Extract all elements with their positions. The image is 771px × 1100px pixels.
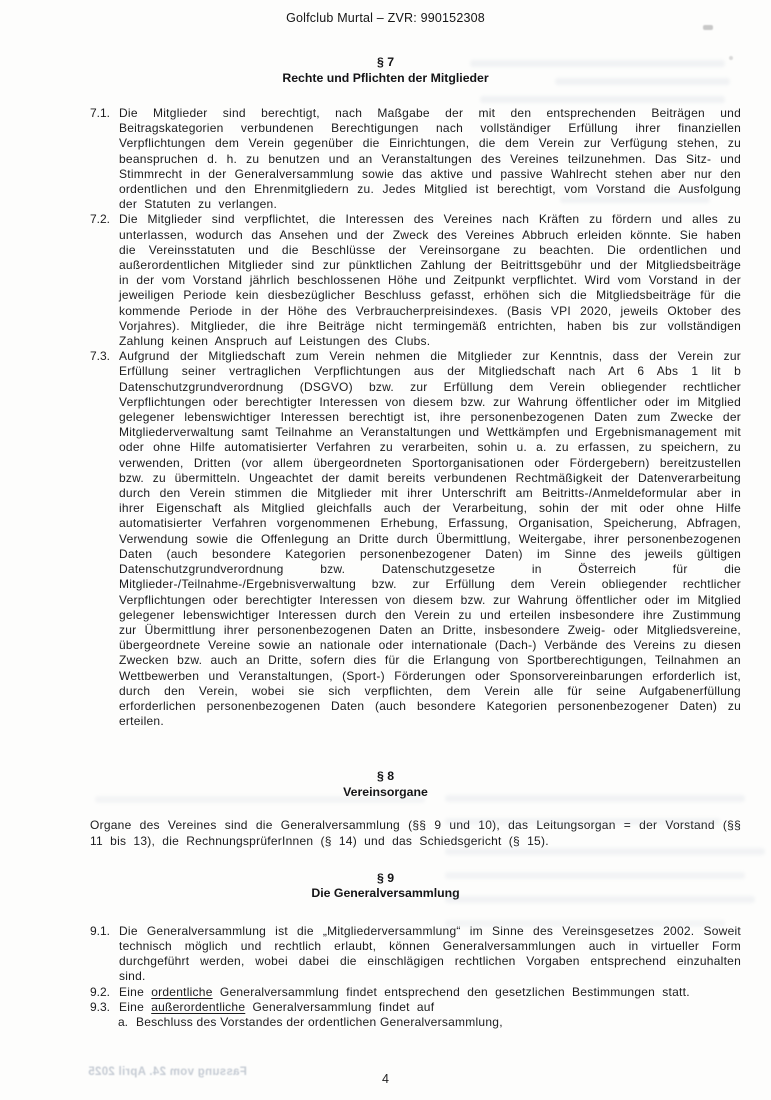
clause-9-3 (90, 1000, 741, 1015)
clause-text: Aufgrund der Mitgliedschaft zum Verein nehmen die Mitglieder zur Kenntnis, dass der Verein zur Erfüllung seiner vertraglichen Verpflichtungen aus der Mitgliedschaft nach Art 6 Abs 1 lit b Datenschutzgrundverordnung (DSGVO) bzw. zur Erfüllung dem Verein obliegender rechtlicher Verpflichtungen oder berechtigter Interessen von diesem bzw. zur Wahrung öffentlicher oder im Mitglied gelegener lebenswichtiger Interessen berechtigt ist, ihre personenbezogenen Daten zum Zwecke der Mitgliederverwaltung samt Teilnahme an Veranstaltungen und Wettkämpfen und Ergebnismanagement mit oder ohne Hilfe automatisierter Verfahren zu verarbeiten, sohin u. a. zu erfassen, zu speichern, zu verwenden, Dritten (vor allem übergeordneten Sportorganisationen oder Fördergebern) bereitzustellen bzw. zu übermitteln. Ungeachtet der damit bereits verbundenen Rechtmäßigkeit der Datenverarbeitung durch den Verein stimmen die Mitglieder mit ihrer Unterschrift am Beitritts-/Anmeldeformular aber in ihrer Eigenschaft als Mitglied gleichfalls auch der Verarbeitung, sohin der mit oder ohne Hilfe automatisierter Verfahren vorgenommenen Erhebung, Erfassung, Organisation, Speicherung, Abfragen, Verwendung sowie die Offenlegung an Dritte durch Übermittlung, Weitergabe, ihrer personenbezogenen Daten (auch besondere Kategorien personenbezogener Daten) im Sinne des jeweils gültigen Datenschutzgrundverordnung bzw. Datenschutzgesetze in Österreich für die Mitglieder-/Teilnahme-/Ergebnisverwaltung bzw. zur Erfüllung dem Verein obliegender rechtlicher Verpflichtungen oder berechtigter Interessen von diesem bzw. zur Wahrung öffentlicher oder im Mitglied gelegener lebenswichtiger Interessen durch den Verein zu und erteilen insbesondere ihre Zustimmung zur Übermittlung ihrer personenbezogenen Daten an Dritte, insbesondere Zweig- oder Mitgliedsvereine, übergeordnete Vereine sowie an nationale oder internationale (Dach-) Verbände des Vereins zu diesen Zwecken bzw. auch an Dritte, sofern dies für die Erlangung von Sportberechtigungen, Teilnahmen an Wettbewerben und Veranstaltungen, (Sport-) Förderungen oder Sponsorvereinbarungen erforderlich ist, durch den Verein, wobei sie sich verpflichten, dem Verein alle für seine Aufgabenerfüllung erforderlichen personenbezogenen Daten (auch besondere Kategorien personenbezogener Daten) zu erteilen. (119, 349, 741, 729)
clause-9-2 (90, 985, 741, 1000)
bleedthrough-artifact (480, 96, 725, 103)
organs-paragraph: Organe des Vereines sind die Generalversammlung (§§ 9 und 10), das Leitungsorgan = der Vorstand (§§ 11 bis 13), die RechnungsprüferInnen (§ 14) und das Schiedsgericht (§ 15). (90, 818, 741, 848)
bleedthrough-artifact (445, 848, 765, 855)
section-7-clauses (0, 106, 771, 729)
clause-number: 9.1. (90, 923, 111, 938)
section-7-heading (0, 55, 771, 86)
clause-number: 7.3. (90, 349, 111, 364)
underlined-term: ordentliche (151, 984, 213, 999)
clause-7-3 (90, 349, 741, 729)
clause-text: Die Mitglieder sind verpflichtet, die Interessen des Vereines nach Kräften zu fördern und alles zu unterlassen, wodurch das Ansehen und der Zweck des Vereines Abbruch erleiden könnte. Sie haben die Vereinsstatuten und die Beschlüsse der Vereinsorgane zu beachten. Die ordentlichen und außerordentlichen Mitglieder sind zur pünktlichen Zahlung der Beitrittsgebühr und der Mitgliedsbeiträge in der vom Vorstand jährlich beschlossenen Höhe und Zeitpunkt verpflichtet. Wird vom Vorstand in der jeweiligen Periode kein diesbezüglicher Beschluss gefasst, erhöhen sich die Mitgliedsbeiträge für die kommende Periode in der Höhe des Verbraucherpreisindexes. (Basis VPI 2020, jeweils Oktober des Vorjahres). Mitglieder, die ihre Beiträge nicht termingemäß entrichten, haben bis zur vollständigen Zahlung keinen Anspruch auf Leistungen des Clubs. (119, 212, 741, 349)
underlined-term: außerordentliche (151, 999, 246, 1014)
clause-7-1 (90, 106, 741, 212)
clause-text: Die Generalversammlung ist die „Mitgliederversammlung“ im Sinne des Vereinsgesetzes 2002. Soweit technisch möglich und rechtlich erlaubt, können Generalversammlungen auch in virtueller Form durchgeführt werden, wobei dabei die einschlägigen rechtlichen Vorgaben entsprechend einzuhalten sind. (119, 923, 741, 984)
document-header: Golfclub Murtal – ZVR: 990152308 (286, 11, 485, 25)
section-9-clauses (0, 924, 771, 1030)
section-9-heading (0, 871, 771, 902)
scan-speck (729, 56, 733, 60)
scan-speck (703, 25, 713, 30)
clause-number: 7.1. (90, 106, 111, 120)
section-7-title: Rechte und Pflichten der Mitglieder (282, 70, 489, 85)
clause-7-2 (90, 212, 741, 349)
sub-clause-9-3-a (90, 1015, 741, 1030)
clause-text-suffix: Generalversammlung findet entsprechend den gesetzlichen Bestimmungen statt. (212, 984, 690, 999)
sub-clause-letter: a. (118, 1014, 129, 1029)
section-7-number: § 7 (376, 55, 395, 69)
section-9-title: Die Generalversammlung (311, 886, 460, 901)
clause-number: 9.3. (90, 999, 111, 1014)
clause-number: 7.2. (90, 212, 111, 227)
clause-9-1 (90, 924, 741, 985)
clause-number: 9.2. (90, 984, 111, 999)
section-8-heading (0, 769, 771, 800)
page-number: 4 (382, 1072, 389, 1086)
clause-text-prefix: Eine (119, 984, 152, 999)
clause-text (119, 985, 741, 1000)
bleedthrough-footer: Fassung vom 24. April 2025 (88, 1066, 247, 1078)
clause-text: Die Mitglieder sind berechtigt, nach Maßgabe der mit den entsprechenden Beiträgen und Beitragskategorien verbundenen Berechtigungen nach vollständiger Erfüllung ihrer finanziellen Verpflichtungen dem Verein gegenüber die Einrichtungen, die dem Verein zur Verfügung stehen, zu beanspruchen d. h. zu benutzen und an Veranstaltungen des Vereines teilzunehmen. Das Sitz- und Stimmrecht in der Generalversammlung sowie das aktive und passive Wahlrecht stehen aber nur den ordentlichen und den Ehrenmitgliedern zu. Jedes Mitglied ist berechtigt, vom Vorstand die Ausfolgung der Statuten zu verlangen. (119, 106, 741, 212)
clause-text-suffix: Generalversammlung findet auf (245, 999, 435, 1014)
section-9-number: § 9 (376, 870, 395, 885)
section-8-number: § 8 (376, 769, 395, 784)
clause-text (119, 1000, 741, 1015)
section-8-title: Vereinsorgane (343, 784, 428, 799)
sub-clause-text: Beschluss des Vorstandes der ordentlichen Generalversammlung, (136, 1014, 503, 1029)
clause-text-prefix: Eine (119, 999, 152, 1014)
